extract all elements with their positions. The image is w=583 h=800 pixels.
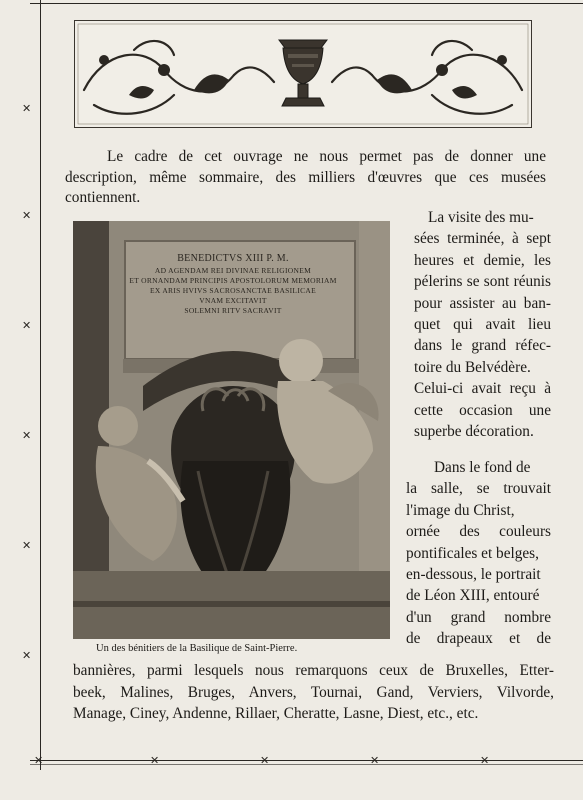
frame-ornament-mark: ✕ (22, 210, 32, 222)
right-column-line: quet qui avait lieu (414, 316, 551, 334)
right-column-paragraph-1 (414, 207, 551, 442)
bottom-line: Manage, Ciney, Andenne, Rillaer, Cheratte, Lasne, Diest, etc., etc. (73, 705, 479, 723)
right-column-line: pélerins se sont réunis (414, 273, 551, 291)
right-column-line: de Léon XIII, entouré (406, 587, 540, 605)
right-column-line: sées terminée, à sept (414, 230, 551, 248)
right-column-line: de drapeaux et de (406, 630, 551, 648)
frame-ornament-mark: ✕ (22, 540, 32, 552)
header-ornament-illustration (74, 20, 532, 128)
right-column-line: pontificales et belges, (406, 544, 539, 562)
right-column-line: Celui-ci avait reçu à (414, 380, 551, 398)
right-column-line: La visite des mu- (428, 209, 534, 226)
frame-ornament-mark: ✕ (22, 103, 32, 115)
right-column-paragraph-2 (406, 457, 551, 650)
right-column-line: pour assister au ban- (414, 294, 551, 312)
intro-paragraph (65, 147, 546, 209)
frame-ornament-mark: ✕ (22, 650, 32, 662)
intro-line: contiennent. (65, 189, 141, 207)
inscription-line: SOLEMNI RITV SACRAVIT (184, 306, 282, 315)
bottom-paragraph (73, 660, 554, 725)
frame-bottom-line-2 (30, 764, 583, 765)
photo-caption: Un des bénitiers de la Basilique de Saint-Pierre. (96, 643, 298, 654)
inscription-line: AD AGENDAM REI DIVINAE RELIGIONEM (154, 266, 312, 275)
right-column-line: cette occasion une (414, 401, 551, 419)
frame-ornament-mark: ✕ (260, 755, 270, 767)
frame-ornament-mark: ✕ (22, 430, 32, 442)
frame-ornament-mark: ✕ (22, 320, 32, 332)
right-column-line: heures et demie, les (414, 251, 551, 269)
right-column-line: ornée des couleurs (406, 523, 551, 541)
intro-line: Le cadre de cet ouvrage ne nous permet pas de donner une (107, 148, 546, 165)
inscription-line: BENEDICTVS XIII P. M. (177, 253, 289, 264)
frame-ornament-mark: ✕ (150, 755, 160, 767)
right-column-line: la salle, se trouvait (406, 480, 551, 498)
right-column-line: superbe décoration. (414, 423, 534, 441)
intro-line: description, même sommaire, des milliers d'œuvres que ces musées (65, 168, 546, 186)
inscription-line: VNAM EXCITAVIT (199, 296, 267, 305)
right-column-line: d'un grand nombre (406, 608, 551, 626)
frame-ornament-mark: ✕ (370, 755, 380, 767)
inscription-line: ET ORNANDAM PRINCIPIS APOSTOLORUM MEMORIAM (129, 276, 337, 285)
right-column-line: Dans le fond de (434, 459, 531, 476)
inscription-line: EX ARIS HVIVS SACROSANCTAE BASILICAE (149, 286, 317, 295)
frame-bottom-line (30, 760, 583, 761)
bottom-line: bannières, parmi lesquels nous remarquons ceux de Bruxelles, Etter- (73, 662, 554, 679)
right-column-line: l'image du Christ, (406, 501, 515, 519)
right-column-line: dans le grand réfec- (414, 337, 551, 355)
frame-left-line (40, 0, 41, 770)
right-column-line: toire du Belvédère. (414, 358, 531, 376)
right-column-line: en-dessous, le portrait (406, 566, 541, 584)
stoup-inscription (126, 252, 340, 316)
frame-top-line (30, 3, 583, 4)
bottom-line: beek, Malines, Bruges, Anvers, Tournai, Gand, Verviers, Vilvorde, (73, 683, 554, 701)
frame-ornament-mark: ✕ (34, 755, 44, 767)
frame-ornament-mark: ✕ (480, 755, 490, 767)
